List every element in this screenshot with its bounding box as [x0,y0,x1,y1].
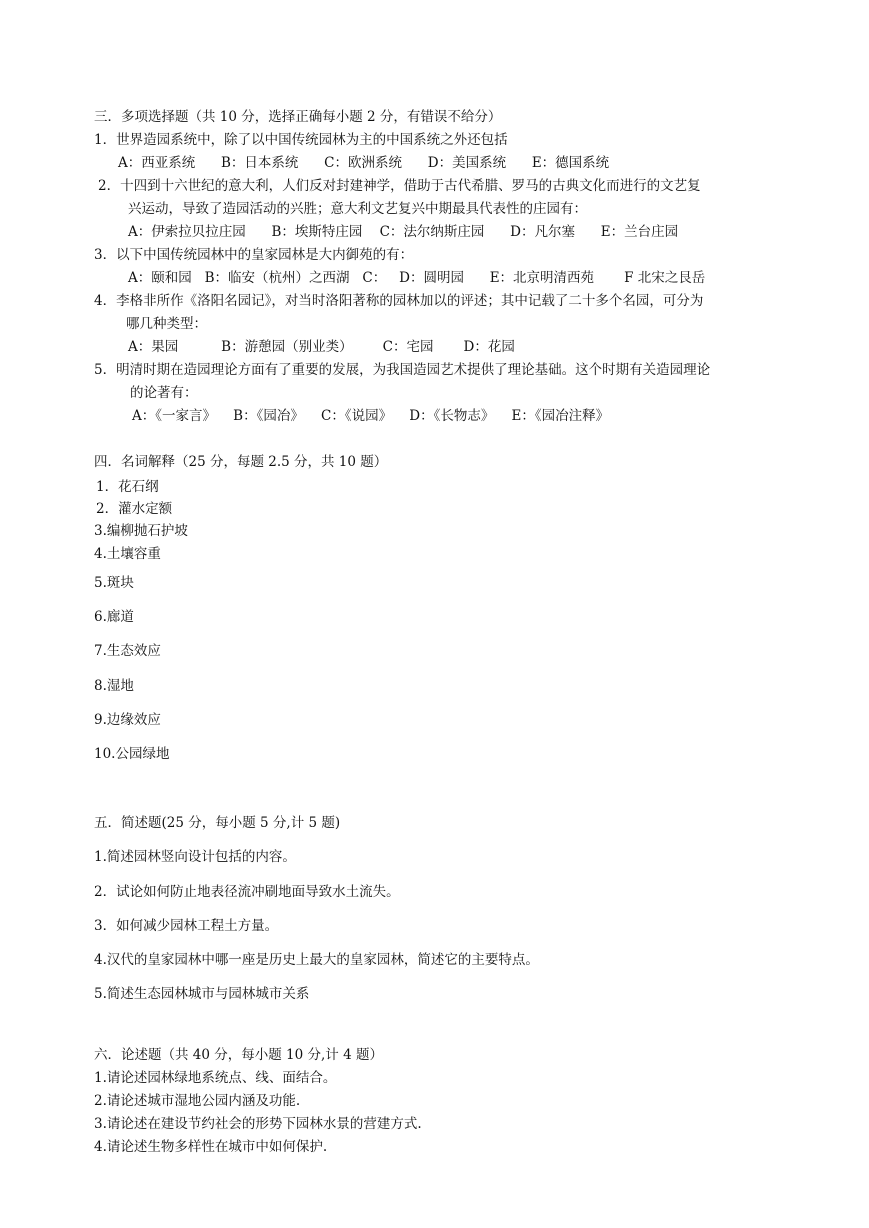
q5-options: A：《一家言》 B：《园冶》 C：《说园》 D：《长物志》 E：《园冶注释》 [132,408,610,424]
section5-header: 五．简述题(25 分，每小题 5 分,计 5 题) [94,815,341,831]
section4-header: 四．名词解释（25 分，每题 2.5 分，共 10 题） [94,454,388,470]
short-q4: 4.汉代的皇家园林中哪一座是历史上最大的皇家园林，简述它的主要特点。 [94,952,539,968]
essay-q3: 3.请论述在建设节约社会的形势下园林水景的营建方式. [94,1116,422,1132]
q5-text-line2: 的论著有： [130,385,198,401]
short-q1: 1.简述园林竖向设计包括的内容。 [94,849,296,865]
term-7: 7.生态效应 [94,643,161,659]
term-5: 5.斑块 [94,575,134,591]
q4-options: A：果园 B：游憩园（别业类） C：宅园 D：花园 [128,339,515,355]
term-2: 2．灌水定额 [96,501,173,517]
q2-text-line1: 2．十四到十六世纪的意大利，人们反对封建神学，借助于古代希腊、罗马的古典文化而进行的文艺复 [98,178,701,194]
q4-text-line1: 4．李格非所作《洛阳名园记》，对当时洛阳著称的园林加以的评述；其中记载了二十多个名园，可分为 [94,293,704,309]
term-6: 6.廊道 [94,609,134,625]
term-3: 3.编柳抛石护坡 [94,523,188,539]
short-q2: 2．试论如何防止地表径流冲刷地面导致水土流失。 [94,884,400,900]
section6-header: 六．论述题（共 40 分，每小题 10 分,计 4 题） [94,1047,383,1063]
essay-q4: 4.请论述生物多样性在城市中如何保护. [94,1139,328,1155]
short-q5: 5.简述生态园林城市与园林城市关系 [94,986,310,1002]
q4-text-line2: 哪几种类型： [126,316,207,332]
term-1: 1．花石纲 [96,479,159,495]
q5-text-line1: 5．明清时期在造园理论方面有了重要的发展，为我国造园艺术提供了理论基础。这个时期有关造园理论 [94,362,711,378]
q2-text-line2: 兴运动，导致了造园活动的兴胜；意大利文艺复兴中期最具代表性的庄园有： [128,201,587,217]
term-10: 10.公园绿地 [94,746,170,762]
term-8: 8.湿地 [94,678,134,694]
short-q3: 3．如何减少园林工程土方量。 [94,918,279,934]
q3-options: A：颐和园 B：临安（杭州）之西湖 C： D：圆明园 E：北京明清西苑 F 北宋之艮岳 [128,270,706,286]
term-9: 9.边缘效应 [94,712,161,728]
q1-options: A：西亚系统 B：日本系统 C：欧洲系统 D：美国系统 E：德国系统 [118,155,610,171]
term-4: 4.土壤容重 [94,546,161,562]
section3-header: 三．多项选择题（共 10 分，选择正确每小题 2 分，有错误不给分） [94,109,502,125]
essay-q2: 2.请论述城市湿地公园内涵及功能. [94,1093,301,1109]
essay-q1: 1.请论述园林绿地系统点、线、面结合。 [94,1070,337,1086]
q3-text: 3．以下中国传统园林中的皇家园林是大内御苑的有： [94,247,414,263]
q2-options: A：伊索拉贝拉庄园 B：埃斯特庄园 C：法尔纳斯庄园 D：凡尔塞 E：兰台庄园 [128,224,679,240]
q1-text: 1．世界造园系统中，除了以中国传统园林为主的中国系统之外还包括 [94,132,508,148]
